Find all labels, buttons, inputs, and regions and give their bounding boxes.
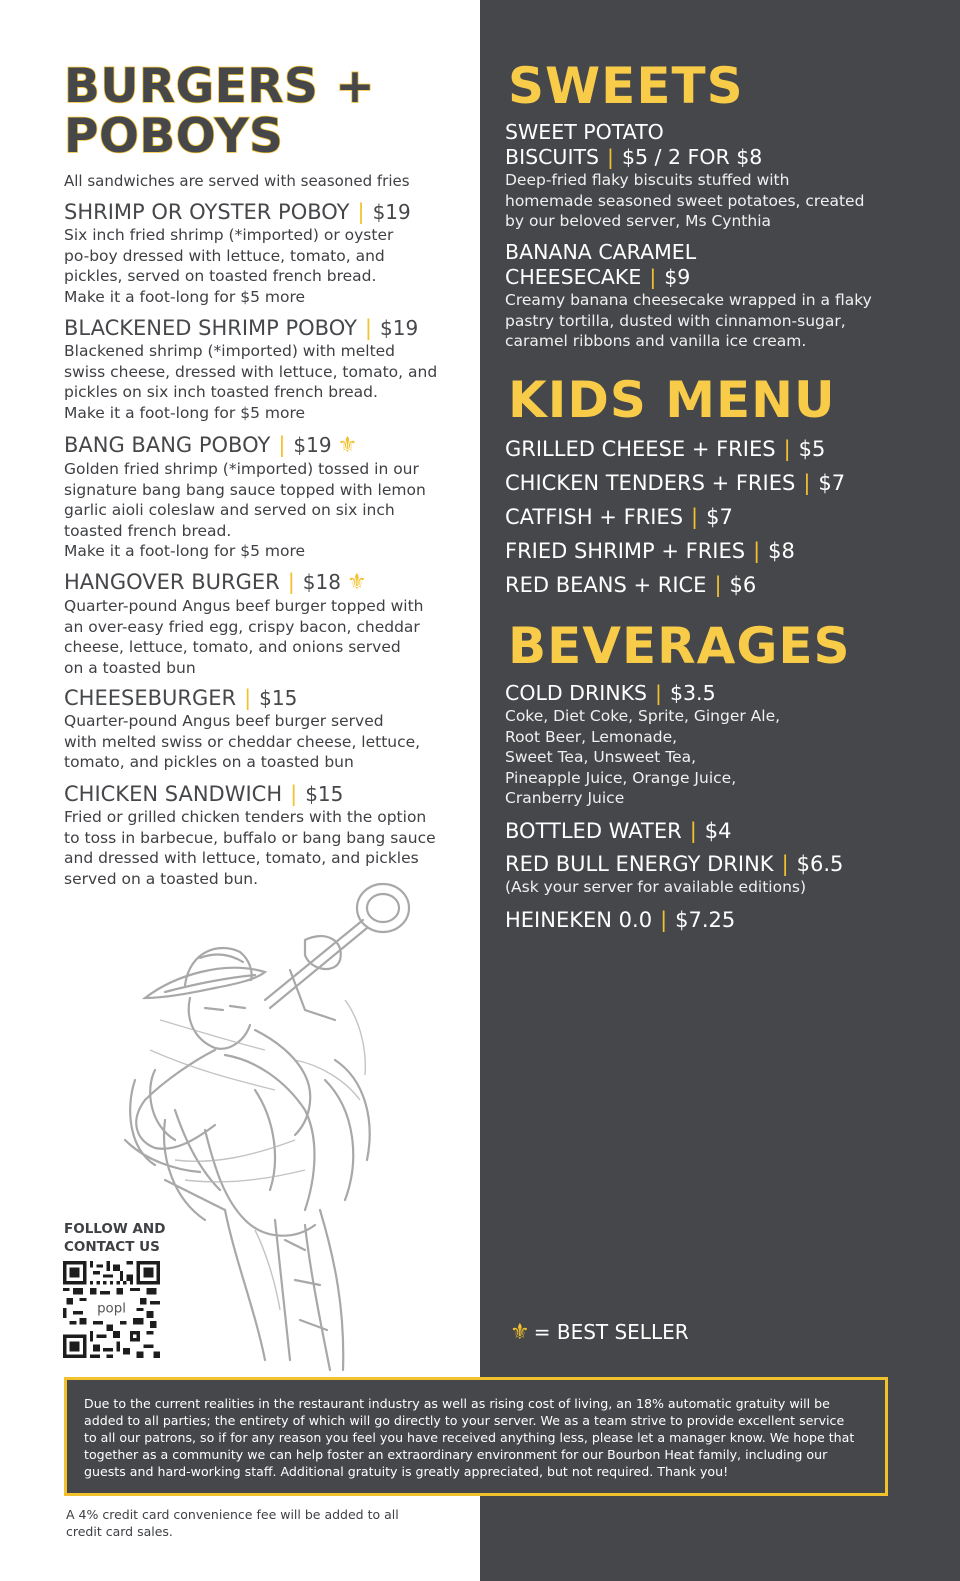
best-seller-legend bbox=[510, 1320, 689, 1345]
menu-item-chicken-sandwich bbox=[64, 781, 454, 889]
separator: | bbox=[781, 852, 789, 876]
beverage-cold-drinks bbox=[505, 681, 925, 809]
item-price: $6 bbox=[729, 573, 757, 597]
item-price: $19 bbox=[380, 316, 419, 340]
item-price: $8 bbox=[768, 539, 795, 563]
separator: | bbox=[278, 433, 286, 457]
beverage-red-bull bbox=[505, 852, 925, 898]
beverage-bottled-water bbox=[505, 818, 732, 844]
follow-contact-label: FOLLOW AND CONTACT US bbox=[64, 1221, 166, 1255]
notice-line: Due to the current realities in the restaurant industry as well as rising cost of living, an 18% automatic gratuity will be bbox=[84, 1396, 830, 1411]
item-name: BOTTLED WATER bbox=[505, 819, 682, 843]
item-name: CHEESEBURGER bbox=[64, 686, 237, 710]
sweets-section-title: SWEETS bbox=[508, 57, 744, 115]
notice-line: together as a community we can help foster an extraordinary environment for our Bourbon Heat family, including our bbox=[84, 1447, 828, 1462]
item-price: $7.25 bbox=[675, 908, 736, 932]
item-description: Quarter-pound Angus beef burger topped with an over-easy fried egg, crispy bacon, cheddar cheese, lettuce, tomato, and onions served on a toasted bun bbox=[64, 597, 424, 677]
item-price: $15 bbox=[305, 782, 344, 806]
item-name-line1: BANANA CARAMEL bbox=[505, 240, 697, 264]
kids-menu-section-title: KIDS MENU bbox=[508, 371, 836, 429]
kids-item-red-beans-rice bbox=[505, 572, 756, 598]
separator: | bbox=[357, 200, 365, 224]
item-name: BLACKENED SHRIMP POBOY bbox=[64, 316, 357, 340]
legend-label: = BEST SELLER bbox=[533, 1320, 689, 1344]
notice-line: to all our patrons, so if for any reason you feel you have received anything less, please let a manager know. We hope that bbox=[84, 1430, 855, 1445]
burgers-title-line2: POBOYS bbox=[64, 109, 284, 164]
separator: | bbox=[364, 316, 372, 340]
item-price: $5 / 2 FOR $8 bbox=[621, 145, 763, 169]
item-name: BANG BANG POBOY bbox=[64, 433, 271, 457]
gratuity-notice bbox=[64, 1377, 888, 1496]
menu-item-blackened-shrimp-poboy bbox=[64, 315, 454, 423]
item-name-line2: BISCUITS bbox=[505, 145, 600, 169]
kids-item-grilled-cheese bbox=[505, 436, 825, 462]
separator: | bbox=[287, 570, 295, 594]
separator: | bbox=[290, 782, 298, 806]
item-price: $9 bbox=[664, 265, 691, 289]
separator: | bbox=[607, 145, 614, 169]
menu-item-banana-caramel-cheesecake bbox=[505, 240, 925, 352]
burgers-title-line1: BURGERS + bbox=[64, 59, 376, 114]
item-description: Deep-fried flaky biscuits stuffed with homemade seasoned sweet potatoes, created by our beloved server, Ms Cynthia bbox=[505, 171, 865, 230]
item-description: Golden fried shrimp (*imported) tossed in our signature bang bang sauce topped with lemon garlic aioli coleslaw and served on six inch toasted french bread. Make it a foot-long for $5 more bbox=[64, 460, 426, 560]
item-name-line2: CHEESECAKE bbox=[505, 265, 642, 289]
item-name-line1: SWEET POTATO bbox=[505, 120, 664, 144]
credit-card-fee-note: A 4% credit card convenience fee will be added to all credit card sales. bbox=[66, 1507, 399, 1539]
item-name: COLD DRINKS bbox=[505, 681, 648, 705]
separator: | bbox=[689, 819, 697, 843]
item-description: Blackened shrimp (*imported) with melted swiss cheese, dressed with lettuce, tomato, and pickles on six inch toasted french bread. Make it a foot-long for $5 more bbox=[64, 342, 438, 422]
fleur-de-lis-icon: ⚜ bbox=[337, 433, 358, 458]
item-price: $18 bbox=[302, 570, 341, 594]
item-price: $19 bbox=[372, 200, 411, 224]
item-price: $7 bbox=[706, 505, 733, 529]
notice-line: guests and hard-working staff. Additional gratuity is greatly appreciated, but not required. Thank you! bbox=[84, 1464, 729, 1479]
menu-item-sweet-potato-biscuits bbox=[505, 120, 925, 232]
item-description: Fried or grilled chicken tenders with the option to toss in barbecue, buffalo or bang bang sauce and dressed with lettuce, tomato, and pickles served on a toasted bun. bbox=[64, 808, 436, 888]
item-description: Six inch fried shrimp (*imported) or oyster po-boy dressed with lettuce, tomato, and pickles, served on toasted french bread. Make it a foot-long for $5 more bbox=[64, 226, 394, 306]
item-name: CATFISH + FRIES bbox=[505, 505, 684, 529]
menu-item-cheeseburger bbox=[64, 685, 454, 773]
fleur-de-lis-icon: ⚜ bbox=[346, 570, 367, 595]
separator: | bbox=[660, 908, 668, 932]
separator: | bbox=[753, 539, 761, 563]
item-price: $7 bbox=[818, 471, 846, 495]
kids-item-chicken-tenders bbox=[505, 470, 845, 496]
item-description: Coke, Diet Coke, Sprite, Ginger Ale, Root Beer, Lemonade, Sweet Tea, Unsweet Tea, Pineapple Juice, Orange Juice, Cranberry Juice bbox=[505, 707, 781, 807]
beverages-section-title: BEVERAGES bbox=[508, 617, 851, 675]
burgers-section-title bbox=[64, 59, 464, 164]
item-name: FRIED SHRIMP + FRIES bbox=[505, 539, 746, 563]
item-price: $3.5 bbox=[669, 681, 716, 705]
item-name: GRILLED CHEESE + FRIES bbox=[505, 437, 776, 461]
separator: | bbox=[655, 681, 662, 705]
item-name: CHICKEN TENDERS + FRIES bbox=[505, 471, 796, 495]
item-price: $19 bbox=[293, 433, 332, 457]
item-name: HANGOVER BURGER bbox=[64, 570, 280, 594]
separator: | bbox=[803, 471, 811, 495]
burgers-subtitle: All sandwiches are served with seasoned fries bbox=[64, 172, 410, 190]
item-name: RED BULL ENERGY DRINK bbox=[505, 852, 774, 876]
fleur-de-lis-icon: ⚜ bbox=[510, 1320, 530, 1345]
item-name: SHRIMP OR OYSTER POBOY bbox=[64, 200, 350, 224]
item-price: $15 bbox=[259, 686, 298, 710]
separator: | bbox=[783, 437, 791, 461]
item-name: RED BEANS + RICE bbox=[505, 573, 707, 597]
item-description: Creamy banana cheesecake wrapped in a flaky pastry tortilla, dusted with cinnamon-sugar, caramel ribbons and vanilla ice cream. bbox=[505, 291, 872, 350]
item-name: HEINEKEN 0.0 bbox=[505, 908, 653, 932]
separator: | bbox=[714, 573, 722, 597]
menu-item-hangover-burger bbox=[64, 569, 454, 678]
notice-line: added to all parties; the entirety of which will go directly to your server. We as a team strive to provide excellent service bbox=[84, 1413, 845, 1428]
kids-item-catfish bbox=[505, 504, 733, 530]
beverage-heineken bbox=[505, 907, 735, 933]
item-price: $4 bbox=[704, 819, 732, 843]
item-price: $5 bbox=[798, 437, 826, 461]
separator: | bbox=[649, 265, 657, 289]
item-description: Quarter-pound Angus beef burger served with melted swiss or cheddar cheese, lettuce, tomato, and pickles on a toasted bun bbox=[64, 712, 421, 771]
qr-logo-text: popl bbox=[97, 1301, 126, 1317]
qr-code[interactable] bbox=[63, 1261, 160, 1358]
separator: | bbox=[244, 686, 252, 710]
separator: | bbox=[691, 505, 699, 529]
item-price: $6.5 bbox=[796, 852, 844, 876]
item-note: (Ask your server for available editions) bbox=[505, 878, 807, 896]
kids-item-fried-shrimp bbox=[505, 538, 795, 564]
menu-item-bang-bang-poboy bbox=[64, 432, 454, 562]
menu-item-shrimp-oyster-poboy bbox=[64, 199, 454, 307]
item-name: CHICKEN SANDWICH bbox=[64, 782, 283, 806]
